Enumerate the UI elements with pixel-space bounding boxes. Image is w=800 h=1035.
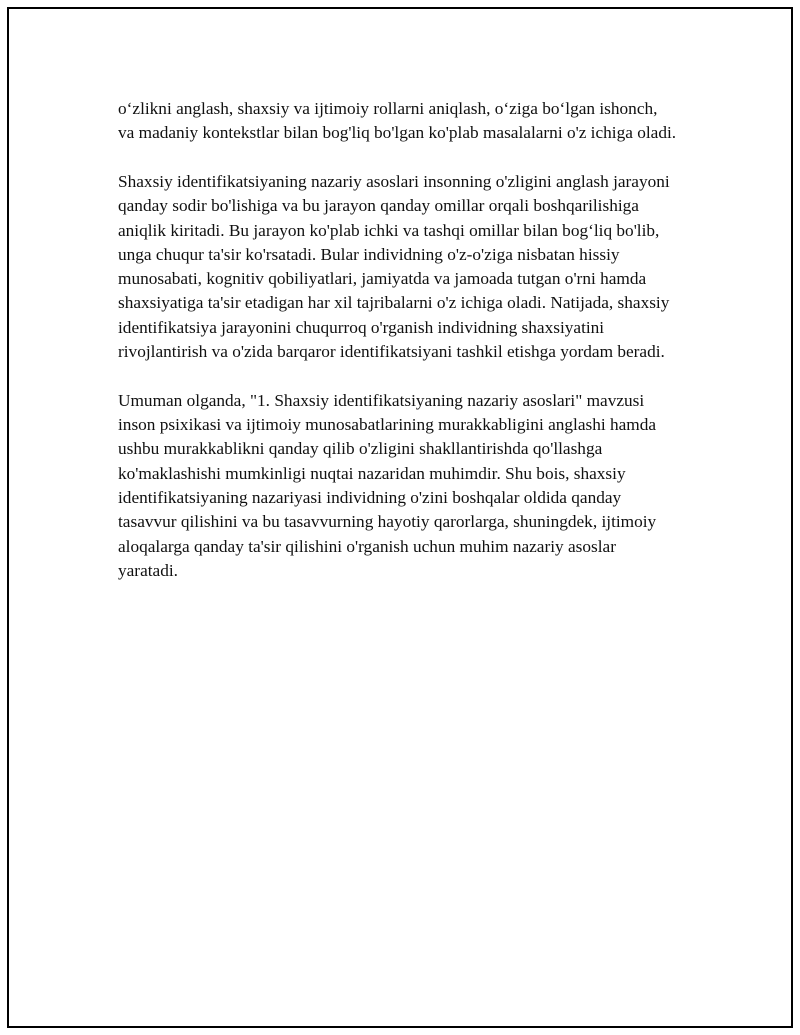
document-body [118, 97, 678, 608]
paragraph-3: Umuman olganda, "1. Shaxsiy identifikatsiyaning nazariy asoslari" mavzusi inson psixikasi va ijtimoiy munosabatlarining murakkabligini anglashi hamda ushbu murakkablikni qanday qilib o'zligini shakllantirishda qo'llashga ko'maklashishi mumkinligi nuqtai nazaridan muhimdir. Shu bois, shaxsiy identifikatsiyaning nazariyasi individning o'zini boshqalar oldida qanday tasavvur qilishini va bu tasavvurning hayotiy qarorlarga, shuningdek, ijtimoiy aloqalarga qanday ta'sir qilishini o'rganish uchun muhim nazariy asoslar yaratadi. [118, 390, 657, 580]
document-page [7, 7, 793, 1028]
paragraph-1: o‘zlikni anglash, shaxsiy va ijtimoiy rollarni aniqlash, o‘ziga bo‘lgan ishonch, va madaniy kontekstlar bilan bog'liq bo'lgan ko'plab masalalarni o'z ichiga oladi. [118, 99, 677, 143]
paragraph-2: Shaxsiy identifikatsiyaning nazariy asoslari insonning o'zligini anglash jarayoni qanday sodir bo'lishiga va bu jarayon qanday omillar orqali boshqarilishiga aniqlik kiritadi. Bu jarayon ko'plab ichki va tashqi omillar bilan bog‘liq bo'lib, unga chuqur ta'sir ko'rsatadi. Bular individning o'z-o'ziga nisbatan hissiy munosabati, kognitiv qobiliyatlari, jamiyatda va jamoada tutgan o'rni hamda shaxsiyatiga ta'sir etadigan har xil tajribalarni o'z ichiga oladi. Natijada, shaxsiy identifikatsiya jarayonini chuqurroq o'rganish individning shaxsiyatini rivojlantirish va o'zida barqaror identifikatsiyani tashkil etishga yordam beradi. [118, 171, 670, 362]
